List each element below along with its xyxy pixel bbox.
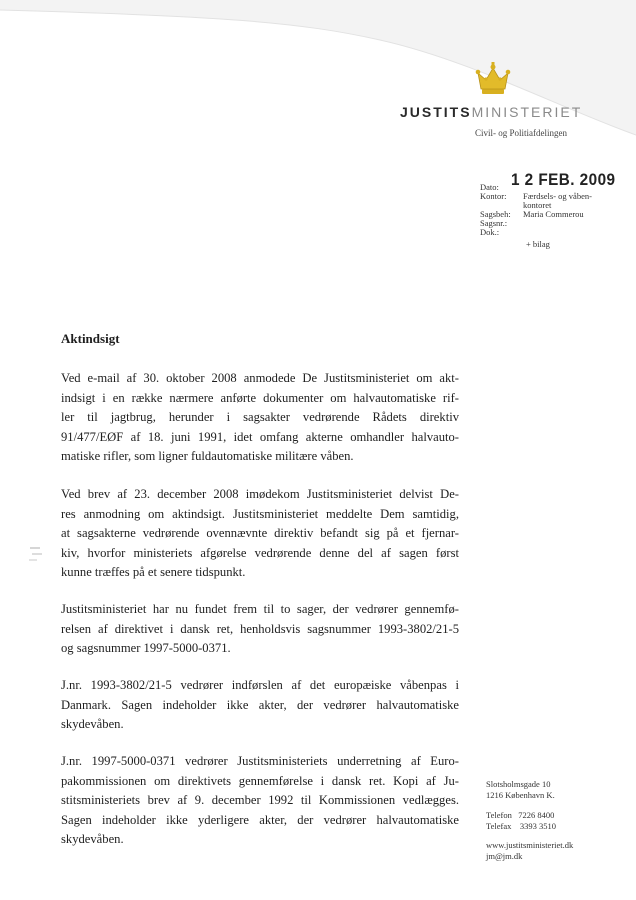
text-line: pakommissionen om direktivets gennemførelse i dansk ret. Kopi af Ju- <box>61 773 459 788</box>
text-line: Justitsministeriet har nu fundet frem til to sager, der vedrører gennemfø- <box>61 602 459 616</box>
text-line: matiske rifler, som ligner fuldautomatiske militære våben. <box>61 449 354 464</box>
footer-address <box>486 779 555 800</box>
website-link[interactable]: www.justitsministeriet.dk <box>486 840 574 850</box>
text-line: res anmodning om aktindsigt. Justitsministeriet meddelte Dem samtidig, <box>61 506 459 521</box>
wordmark-part-1: JUSTITS <box>400 104 472 120</box>
paragraph-2 <box>61 485 459 583</box>
text-line: relsen af direktivet i dansk ret, henholdsvis sagsnummer 1993-3802/21-5 <box>61 621 459 636</box>
text-line: indsigt i en række nærmere anførte dokumenter om halvautomatiske rif- <box>61 390 459 405</box>
telefax-value: 3393 3510 <box>519 820 556 831</box>
sagsbeh-value: Maria Commerou <box>523 209 584 219</box>
department-name: Civil- og Politiafdelingen <box>475 128 567 138</box>
telefon-label: Telefon <box>486 810 512 820</box>
paragraph-1 <box>61 369 459 467</box>
kontor-label: Kontor: <box>480 191 507 201</box>
text-line: skydevåben. <box>61 832 124 847</box>
paragraph-5 <box>61 752 459 850</box>
text-line: kunne træffes på et senere tidspunkt. <box>61 565 246 580</box>
footer-contact <box>486 840 573 861</box>
text-line: J.nr. 1997-5000-0371 vedrører Justitsministeriets underretning af Euro- <box>61 754 459 768</box>
text-line: stitsministeriets brev af 9. december 1992 til Kommissionen vedlægges. <box>61 793 459 808</box>
telefax-label: Telefax <box>486 820 512 831</box>
letterhead-wave-background <box>0 0 636 300</box>
text-line: Sagen indeholder ikke yderligere akter, der vedrører halvautomatiske <box>61 812 459 827</box>
kontor-value-2: kontoret <box>523 200 552 210</box>
attachment-note: + bilag <box>526 239 550 249</box>
paragraph-4 <box>61 676 459 735</box>
text-line: ler til jagtbrug, herunder i sagsakter vedrørende Rådets direktiv <box>61 410 459 425</box>
dok-label: Dok.: <box>480 227 500 237</box>
text-line: at sagsakterne vedrørende ovennævnte direktiv befandt sig på et fjernar- <box>61 526 459 541</box>
date-stamp: 1 2 FEB. 2009 <box>511 170 616 189</box>
address-city: 1216 København K. <box>486 789 555 800</box>
text-line: Ved brev af 23. december 2008 imødekom Justitsministeriet delvist De- <box>61 487 459 501</box>
dato-label: Dato: <box>480 182 499 192</box>
address-street: Slotsholmsgade 10 <box>486 779 551 789</box>
telefon-value: 7226 8400 <box>518 810 555 820</box>
text-line: og sagsnummer 1997-5000-0371. <box>61 641 231 656</box>
margin-scan-mark <box>28 545 44 563</box>
text-line: Ved e-mail af 30. oktober 2008 anmodede De Justitsministeriet om akt- <box>61 371 459 385</box>
footer-phone <box>486 810 556 831</box>
wordmark-part-2: MINISTERIET <box>471 104 583 120</box>
ministry-wordmark <box>400 104 600 120</box>
crown-logo-icon <box>474 62 512 98</box>
kontor-value-1: Færdsels- og våben- <box>523 191 592 201</box>
sagsnr-label: Sagsnr.: <box>480 218 508 228</box>
sagsbeh-label: Sagsbeh: <box>480 209 511 219</box>
email-link[interactable]: jm@jm.dk <box>486 850 523 861</box>
paragraph-3 <box>61 600 459 659</box>
text-line: 91/477/EØF af 18. juni 1991, idet omfang akterne omhandler halvauto- <box>61 429 459 444</box>
text-line: kiv, hvorfor ministeriets afgørelse vedrørende denne del af sagen først <box>61 545 459 560</box>
text-line: skydevåben. <box>61 717 124 732</box>
text-line: J.nr. 1993-3802/21-5 vedrører indførslen af det europæiske våbenpas i <box>61 678 459 692</box>
letter-subject: Aktindsigt <box>61 331 120 346</box>
text-line: Danmark. Sagen indeholder ikke akter, der vedrører halvautomatiske <box>61 697 459 712</box>
